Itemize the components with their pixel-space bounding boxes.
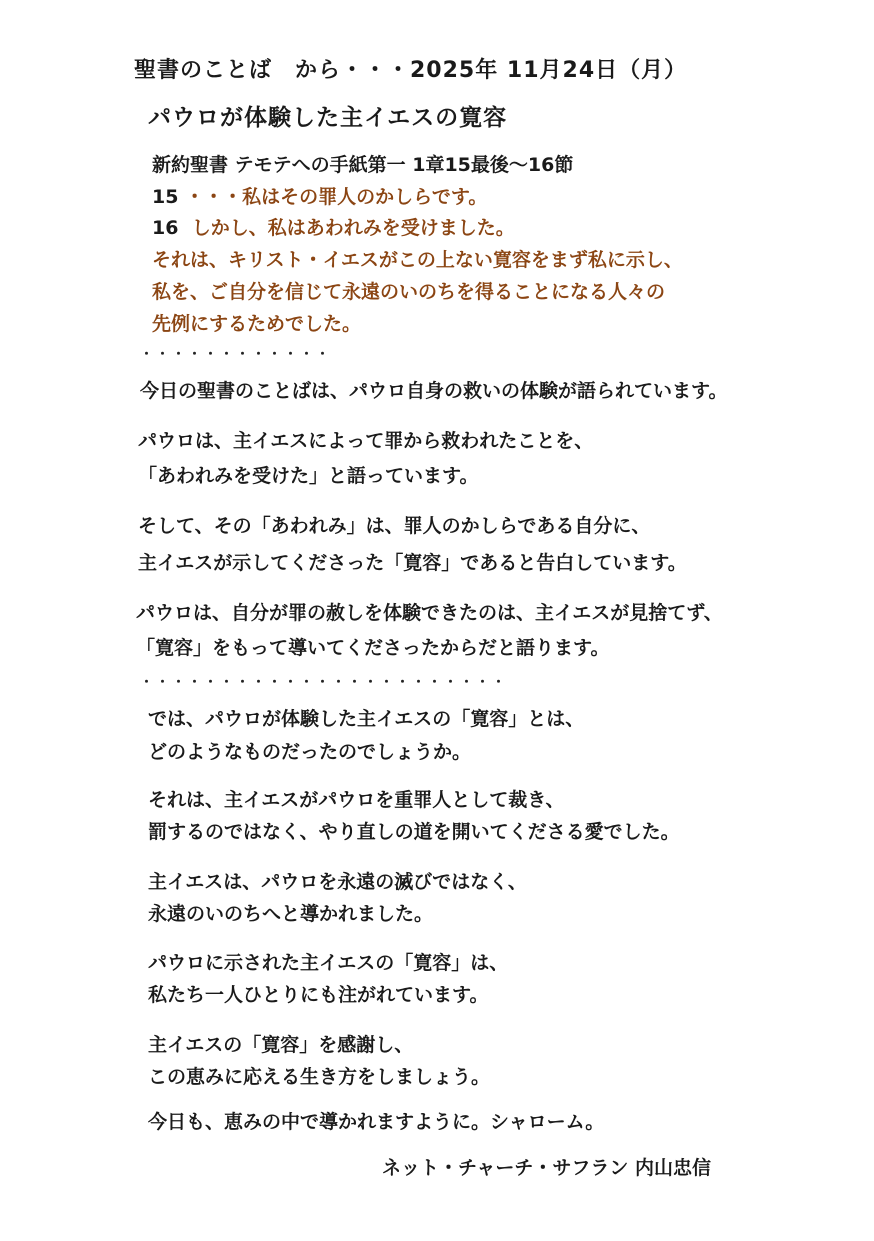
paragraph-5-line-1: では、パウロが体験した主イエスの「寛容」とは、 bbox=[148, 708, 585, 730]
paragraph-8-line-2: 私たち一人ひとりにも注がれています。 bbox=[148, 984, 489, 1006]
paragraph-3-line-2: 主イエスが示してくださった「寛容」であると告白しています。 bbox=[138, 552, 687, 574]
verse-15-text: ・・・私はその罪人のかしらです。 bbox=[185, 186, 488, 208]
signature: ネット・チャーチ・サフラン 内山忠信 bbox=[382, 1157, 712, 1179]
verse-15-number: 15 bbox=[152, 186, 179, 208]
paragraph-4-line-2: 「寛容」をもって導いてくださったからだと語ります。 bbox=[136, 637, 610, 659]
paragraph-7-line-2: 永遠のいのちへと導かれました。 bbox=[148, 903, 434, 925]
paragraph-4-line-1: パウロは、自分が罪の赦しを体験できたのは、主イエスが見捨てず、 bbox=[136, 602, 723, 624]
verse-continuation-2: 私を、ご自分を信じて永遠のいのちを得ることになる人々の bbox=[152, 281, 666, 303]
verse-continuation-1: それは、キリスト・イエスがこの上ない寛容をまず私に示し、 bbox=[152, 249, 683, 271]
paragraph-6-line-2: 罰するのではなく、やり直しの道を開いてくださる愛でした。 bbox=[148, 821, 680, 843]
header-date-line: 聖書のことば から・・・2025年 11月24日（月） bbox=[134, 58, 688, 83]
paragraph-6-line-1: それは、主イエスがパウロを重罪人として裁き、 bbox=[148, 789, 565, 811]
paragraph-8-line-1: パウロに示された主イエスの「寛容」は、 bbox=[148, 952, 509, 974]
dotted-separator-long: ・・・・・・・・・・・・・・・・・・・・・・・ bbox=[140, 675, 509, 690]
closing-blessing: 今日も、恵みの中で導かれますように。シャローム。 bbox=[148, 1111, 605, 1133]
verse-15 bbox=[152, 188, 487, 207]
paragraph-3-line-1: そして、その「あわれみ」は、罪人のかしらである自分に、 bbox=[138, 515, 651, 537]
paragraph-2-line-2: 「あわれみを受けた」と語っています。 bbox=[138, 465, 479, 487]
page-title: パウロが体験した主イエスの寛容 bbox=[148, 105, 508, 131]
paragraph-9-line-2: この恵みに応える生き方をしましょう。 bbox=[148, 1066, 491, 1088]
paragraph-7-line-1: 主イエスは、パウロを永遠の滅びではなく、 bbox=[148, 871, 527, 893]
verse-16 bbox=[152, 219, 515, 238]
paragraph-1: 今日の聖書のことばは、パウロ自身の救いの体験が語られています。 bbox=[140, 380, 728, 402]
verse-continuation-3: 先例にするためでした。 bbox=[152, 313, 362, 335]
paragraph-2-line-1: パウロは、主イエスによって罪から救われたことを、 bbox=[138, 430, 594, 452]
verse-16-number: 16 bbox=[152, 217, 179, 239]
scripture-reference: 新約聖書 テモテへの手紙第一 1章15最後～16節 bbox=[152, 154, 574, 176]
verse-16-text: しかし、私はあわれみを受けました。 bbox=[191, 217, 515, 239]
dotted-separator: ・・・・・・・・・・・・ bbox=[140, 347, 333, 362]
paragraph-5-line-2: どのようなものだったのでしょうか。 bbox=[148, 741, 472, 763]
paragraph-9-line-1: 主イエスの「寛容」を感謝し、 bbox=[148, 1034, 414, 1056]
